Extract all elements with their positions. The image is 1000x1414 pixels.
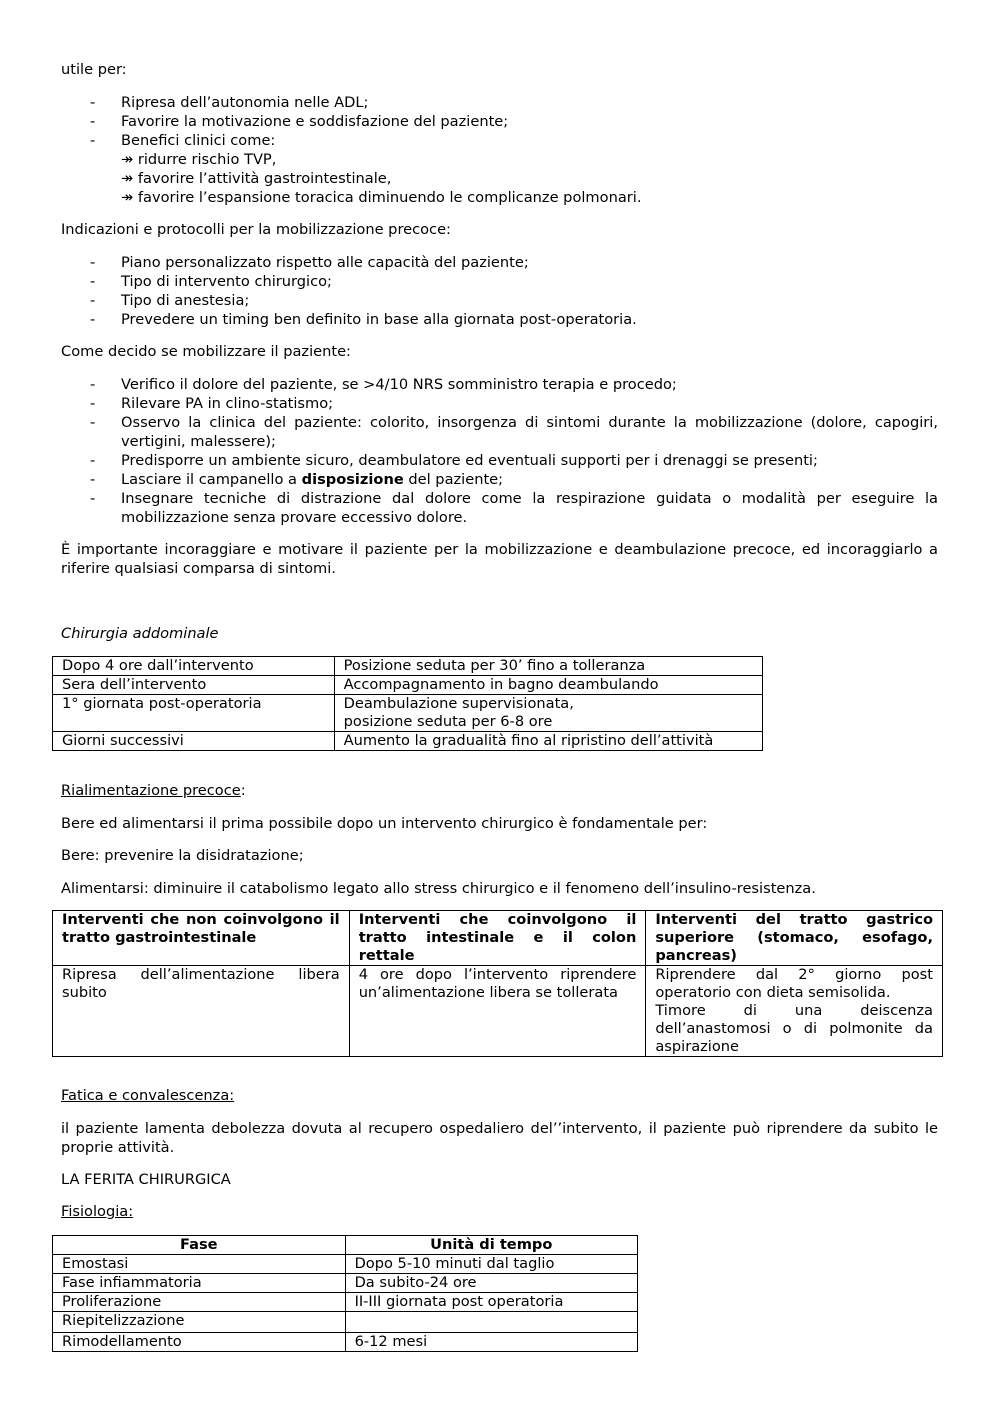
table-cell: 1° giornata post-operatoria (53, 695, 335, 732)
abdominal-surgery-title: Chirurgia addominale (61, 625, 219, 642)
table-header-cell: Interventi che coinvolgono il tratto intestinale e il colon rettale (349, 911, 646, 966)
refeeding-drink: Bere: prevenire la disidratazione; (61, 847, 304, 864)
table-cell: Sera dell’intervento (53, 676, 335, 695)
table-cell: Dopo 5-10 minuti dal taglio (345, 1255, 637, 1274)
table-header-cell: Interventi che non coinvolgono il tratto gastrointestinale (53, 911, 350, 966)
decision-heading: Come decido se mobilizzare il paziente: (61, 343, 351, 360)
table-cell: Aumento la gradualità fino al ripristino dell’attività (334, 732, 762, 751)
list-item: - Rilevare PA in clino-statismo; (90, 395, 334, 412)
table-row (53, 657, 763, 676)
physiology-heading: Fisiologia: (61, 1203, 134, 1220)
indications-list (0, 253, 1000, 329)
table-row (53, 1274, 638, 1293)
table-row (53, 1293, 638, 1312)
list-item: - Favorire la motivazione e soddisfazione del paziente; (90, 113, 509, 130)
table-cell: Giorni successivi (53, 732, 335, 751)
list-item: - Ripresa dell’autonomia nelle ADL; (90, 94, 369, 111)
sub-item: ↠ favorire l’attività gastrointestinale, (121, 170, 392, 187)
indications-heading: Indicazioni e protocolli per la mobilizzazione precoce: (61, 221, 451, 238)
intro-line: utile per: (61, 61, 127, 78)
table-cell: Dopo 4 ore dall’intervento (53, 657, 335, 676)
table-row (53, 1312, 638, 1333)
physiology-table (52, 1235, 638, 1352)
fatigue-heading: Fatica e convalescenza: (61, 1087, 235, 1104)
fatigue-text: il paziente lamenta debolezza dovuta al recupero ospedaliero del’’intervento, il paziente può riprendere da subito le proprie attività. (61, 1120, 938, 1156)
table-cell: 6-12 mesi (345, 1333, 637, 1352)
table-row (53, 732, 763, 751)
table-cell: Rimodellamento (53, 1333, 346, 1352)
table-cell: Ripresa dell’alimentazione libera subito (53, 966, 350, 1057)
table-cell: Da subito-24 ore (345, 1274, 637, 1293)
table-row (53, 676, 763, 695)
list-item: - Predisporre un ambiente sicuro, deambulatore ed eventuali supporti per i drenaggi se presenti; (90, 452, 818, 469)
abdominal-surgery-table (52, 656, 763, 751)
table-cell: Fase infiammatoria (53, 1274, 346, 1293)
refeeding-intro: Bere ed alimentarsi il prima possibile dopo un intervento chirurgico è fondamentale per: (61, 815, 708, 832)
table-header-cell: Unità di tempo (345, 1236, 637, 1255)
list-item: - Prevedere un timing ben definito in base alla giornata post-operatoria. (90, 311, 637, 328)
table-cell: II-III giornata post operatoria (345, 1293, 637, 1312)
list-item: - Benefici clinici come: ↠ ridurre rischio TVP, ↠ favorire l’attività gastrointestinale, ↠ favorire l’espansione toracica diminuendo le complicanze polmonari. (0, 131, 1000, 207)
table-cell: Accompagnamento in bagno deambulando (334, 676, 762, 695)
table-cell (345, 1312, 637, 1333)
refeeding-heading: Rialimentazione precoce: (61, 782, 246, 799)
table-header-row (53, 911, 943, 966)
table-row (53, 1333, 638, 1352)
table-cell: Deambulazione supervisionata, posizione seduta per 6-8 ore (334, 695, 762, 732)
table-row (53, 1255, 638, 1274)
list-item: - Piano personalizzato rispetto alle capacità del paziente; (90, 254, 529, 271)
table-cell: Riprendere dal 2° giorno post operatorio con dieta semisolida. Timore di una deiscenza dell’anastomosi o di polmonite da aspirazione (646, 966, 943, 1057)
encourage-paragraph: È importante incoraggiare e motivare il paziente per la mobilizzazione e deambulazione precoce, ed incoraggiarlo a riferire qualsiasi comparsa di sintomi. (61, 541, 938, 577)
table-header-cell: Fase (53, 1236, 346, 1255)
table-header-row (53, 1236, 638, 1255)
decision-list (0, 375, 1000, 527)
benefits-list (0, 93, 1000, 207)
table-cell: Posizione seduta per 30’ fino a tolleranza (334, 657, 762, 676)
table-cell: Proliferazione (53, 1293, 346, 1312)
list-item: - Lasciare il campanello a disposizione del paziente; (90, 471, 504, 488)
list-item: - Osservo la clinica del paziente: colorito, insorgenza di sintomi durante la mobilizzazione (dolore, capogiri, vertigini, malessere); (90, 414, 938, 450)
table-cell: Emostasi (53, 1255, 346, 1274)
table-header-cell: Interventi del tratto gastrico superiore (stomaco, esofago, pancreas) (646, 911, 943, 966)
table-cell: 4 ore dopo l’intervento riprendere un’alimentazione libera se tollerata (349, 966, 646, 1057)
list-item: - Verifico il dolore del paziente, se >4/10 NRS somministro terapia e procedo; (90, 376, 677, 393)
sub-item: ↠ favorire l’espansione toracica diminuendo le complicanze polmonari. (121, 189, 642, 206)
refeeding-table (52, 910, 943, 1057)
list-item: - Insegnare tecniche di distrazione dal dolore come la respirazione guidata o modalità per eseguire la mobilizzazione senza provare eccessivo dolore. (90, 490, 938, 526)
refeeding-eat: Alimentarsi: diminuire il catabolismo legato allo stress chirurgico e il fenomeno dell’insulino-resistenza. (61, 880, 816, 897)
table-cell: Riepitelizzazione (53, 1312, 346, 1333)
wound-title: LA FERITA CHIRURGICA (61, 1171, 231, 1188)
sub-item: ↠ ridurre rischio TVP, (121, 151, 277, 168)
table-row (53, 695, 763, 732)
list-item: - Tipo di intervento chirurgico; (90, 273, 332, 290)
list-item: - Tipo di anestesia; (90, 292, 250, 309)
table-row (53, 966, 943, 1057)
